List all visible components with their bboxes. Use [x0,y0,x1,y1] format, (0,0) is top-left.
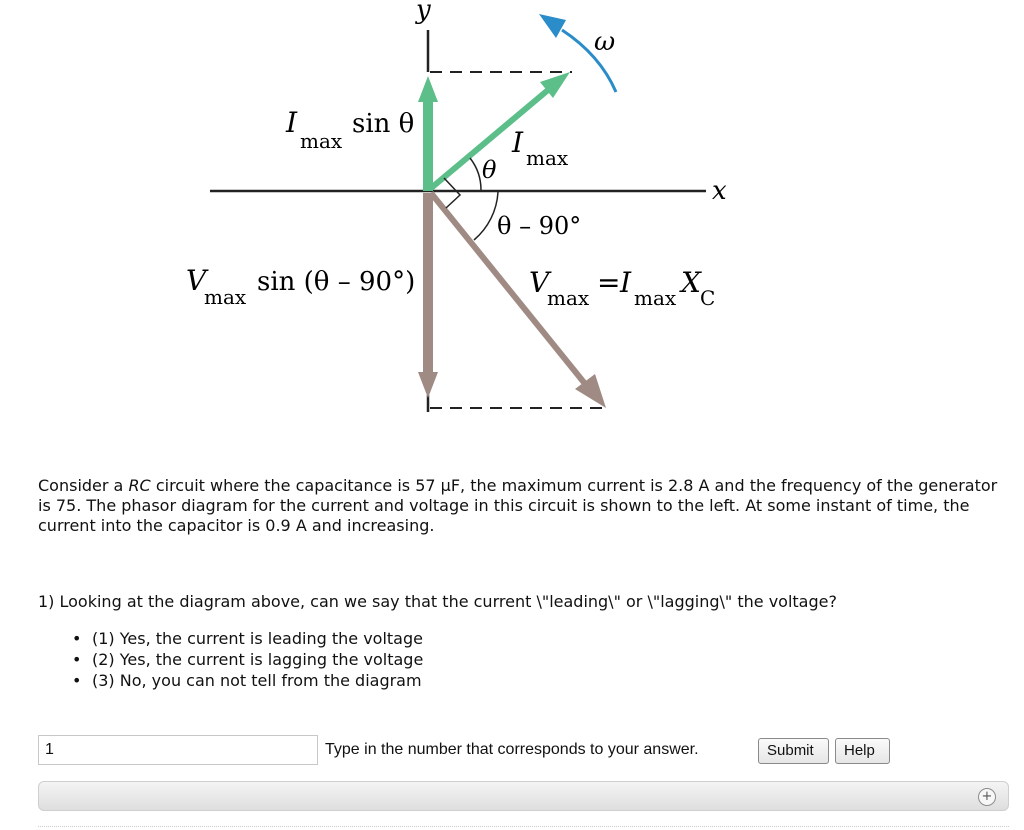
svg-text:I: I [512,126,524,159]
svg-text:=: = [597,266,621,299]
plus-circle-icon[interactable]: + [978,788,996,806]
omega-label: ω [594,27,616,57]
choice-3: • (3) No, you can not tell from the diagram [70,670,423,691]
problem-text-start: Consider a [38,476,129,495]
svg-text:C: C [700,286,716,310]
imax-sin-label [285,106,414,153]
choice-1: • (1) Yes, the current is leading the voltage [70,628,423,649]
imax-vector-label [511,126,569,170]
svg-text:I: I [620,266,632,299]
question-text: 1) Looking at the diagram above, can we say that the current \"leading\" or \"lagging\" the voltage? [38,592,837,611]
theta-label: θ [482,156,497,184]
svg-text:sin θ: sin θ [352,109,415,139]
answer-input[interactable] [38,735,318,765]
svg-text:sin (θ – 90°): sin (θ – 90°) [257,267,416,297]
svg-text:V: V [186,264,207,297]
svg-text:max: max [526,146,569,170]
submit-button[interactable]: Submit [758,738,829,764]
svg-text:max: max [204,285,247,309]
hint-bar[interactable] [38,781,1009,811]
problem-statement [38,476,1008,536]
vmax-equation-label [529,266,715,310]
imax-sin-arrowhead [418,76,438,102]
theta-minus-90-label: θ – 90° [497,212,582,240]
omega-arrowhead [539,14,566,38]
answer-instruction: Type in the number that corresponds to your answer. [325,741,699,758]
svg-text:V: V [529,266,550,299]
answer-choices [70,628,423,691]
svg-text:X: X [681,266,701,299]
theta-minus-90-arc [474,192,498,240]
x-axis-label: x [712,176,727,206]
svg-text:max: max [300,129,343,153]
divider [38,826,1009,827]
vmax-sin-label [186,264,415,309]
right-angle-marker [444,178,460,208]
theta-arc [470,158,481,190]
svg-text:max: max [547,286,590,310]
svg-text:I: I [286,106,298,139]
problem-text-rest: circuit where the capacitance is 57 µF, the maximum current is 2.8 A and the frequency of the generator is 75. The phasor diagram for the current and voltage in this circuit is shown to the left. At some instant of time, the current into the capacitor is 0.9 A and increasing. [38,476,998,535]
choice-2: • (2) Yes, the current is lagging the voltage [70,649,423,670]
circuit-type: RC [128,476,151,495]
y-axis-label: y [416,0,431,25]
vmax-sin-bar [423,193,433,373]
svg-text:max: max [634,286,677,310]
vmax-sin-arrowhead [418,372,438,398]
help-button[interactable]: Help [835,738,890,764]
imax-sin-bar [423,100,433,191]
